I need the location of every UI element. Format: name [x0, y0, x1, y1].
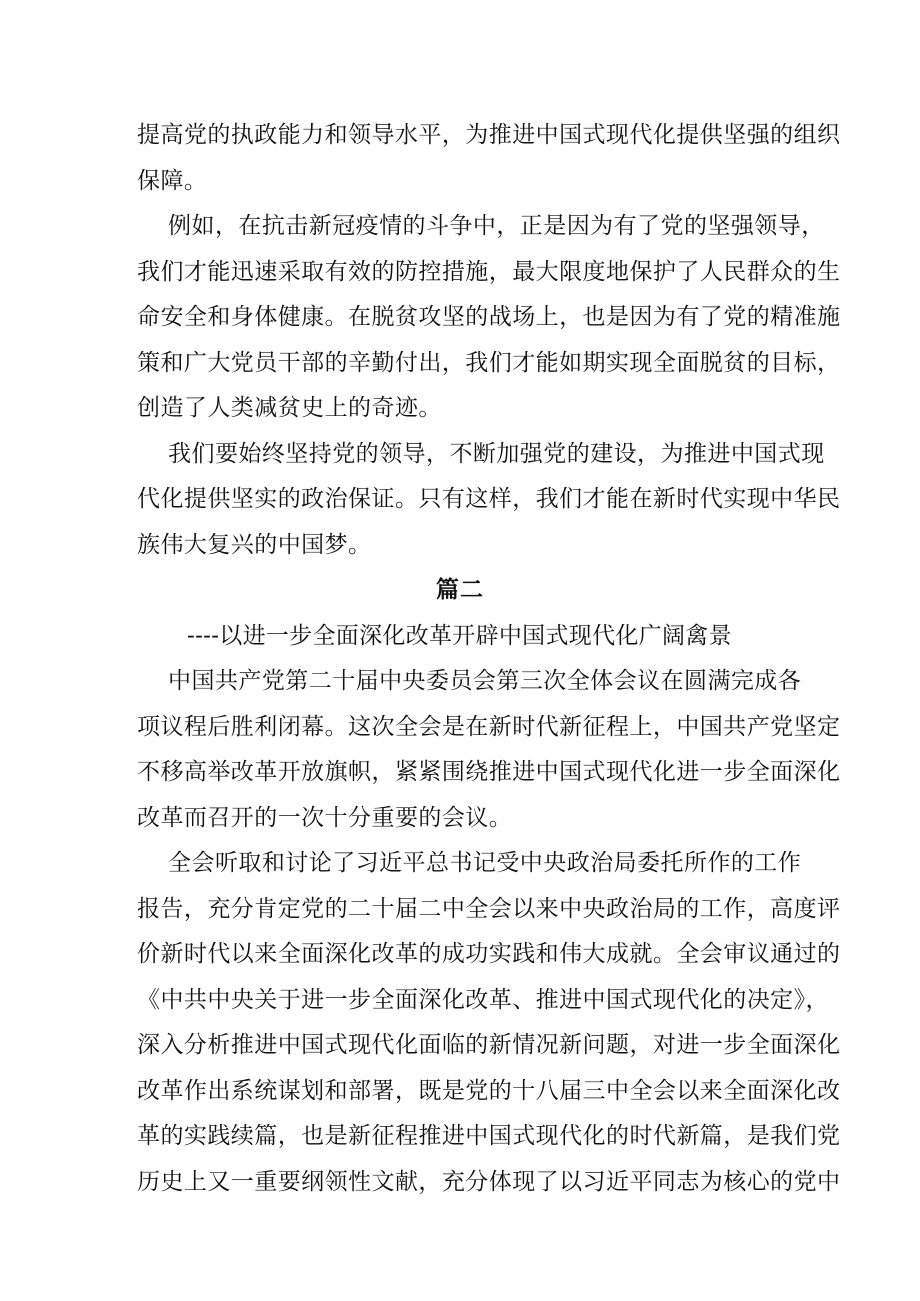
- body-line: 《中共中央关于进一步全面深化改革、推进中国式现代化的决定》，: [137, 987, 829, 1013]
- body-line: 革的实践续篇，也是新征程推进中国式现代化的时代新篇，是我们党: [137, 1123, 841, 1149]
- body-line: 深入分析推进中国式现代化面临的新情况新问题，对进一步全面深化: [137, 1032, 841, 1058]
- section-subtitle: ----以进一步全面深化改革开辟中国式现代化广阔禽景: [187, 623, 732, 649]
- body-line: 例如，在抗击新冠疫情的斗争中，正是因为有了党的坚强领导，: [137, 213, 825, 239]
- body-line: 策和广大党员干部的辛勤付出，我们才能如期实现全面脱贫的目标，: [137, 350, 841, 376]
- body-line: 代化提供坚实的政治保证。只有这样，我们才能在新时代实现中华民: [137, 486, 841, 512]
- body-line: 命安全和身体健康。在脱贫攻坚的战场上，也是因为有了党的精准施: [137, 304, 841, 330]
- body-line: 创造了人类减贫史上的奇迹。: [137, 395, 442, 421]
- body-line: 保障。: [137, 168, 208, 194]
- body-line: 中国共产党第二十届中央委员会第三次全体会议在圆满完成各: [137, 668, 802, 694]
- body-line: 改革而召开的一次十分重要的会议。: [137, 805, 513, 831]
- body-line: 我们要始终坚持党的领导，不断加强党的建设，为推进中国式现: [137, 441, 825, 467]
- body-line: 改革作出系统谋划和部署，既是党的十八届三中全会以来全面深化改: [137, 1078, 841, 1104]
- body-line: 不移高举改革开放旗帜，紧紧围绕推进中国式现代化进一步全面深化: [137, 759, 841, 785]
- body-line: 项议程后胜利闭幕。这次全会是在新时代新征程上，中国共产党坚定: [137, 714, 841, 740]
- body-line: 提高党的执政能力和领导水平，为推进中国式现代化提供坚强的组织: [137, 122, 841, 148]
- body-line: 价新时代以来全面深化改革的成功实践和伟大成就。全会审议通过的: [137, 941, 841, 967]
- body-line: 全会听取和讨论了习近平总书记受中央政治局委托所作的工作: [137, 850, 802, 876]
- body-line: 我们才能迅速采取有效的防控措施，最大限度地保护了人民群众的生: [137, 259, 841, 285]
- section-title: 篇二: [436, 576, 484, 603]
- body-line: 报告，充分肯定党的二十届二中全会以来中央政治局的工作，高度评: [137, 896, 841, 922]
- body-line: 历史上又一重要纲领性文献，充分体现了以习近平同志为核心的党中: [137, 1169, 841, 1195]
- body-line: 族伟大复兴的中国梦。: [137, 532, 372, 558]
